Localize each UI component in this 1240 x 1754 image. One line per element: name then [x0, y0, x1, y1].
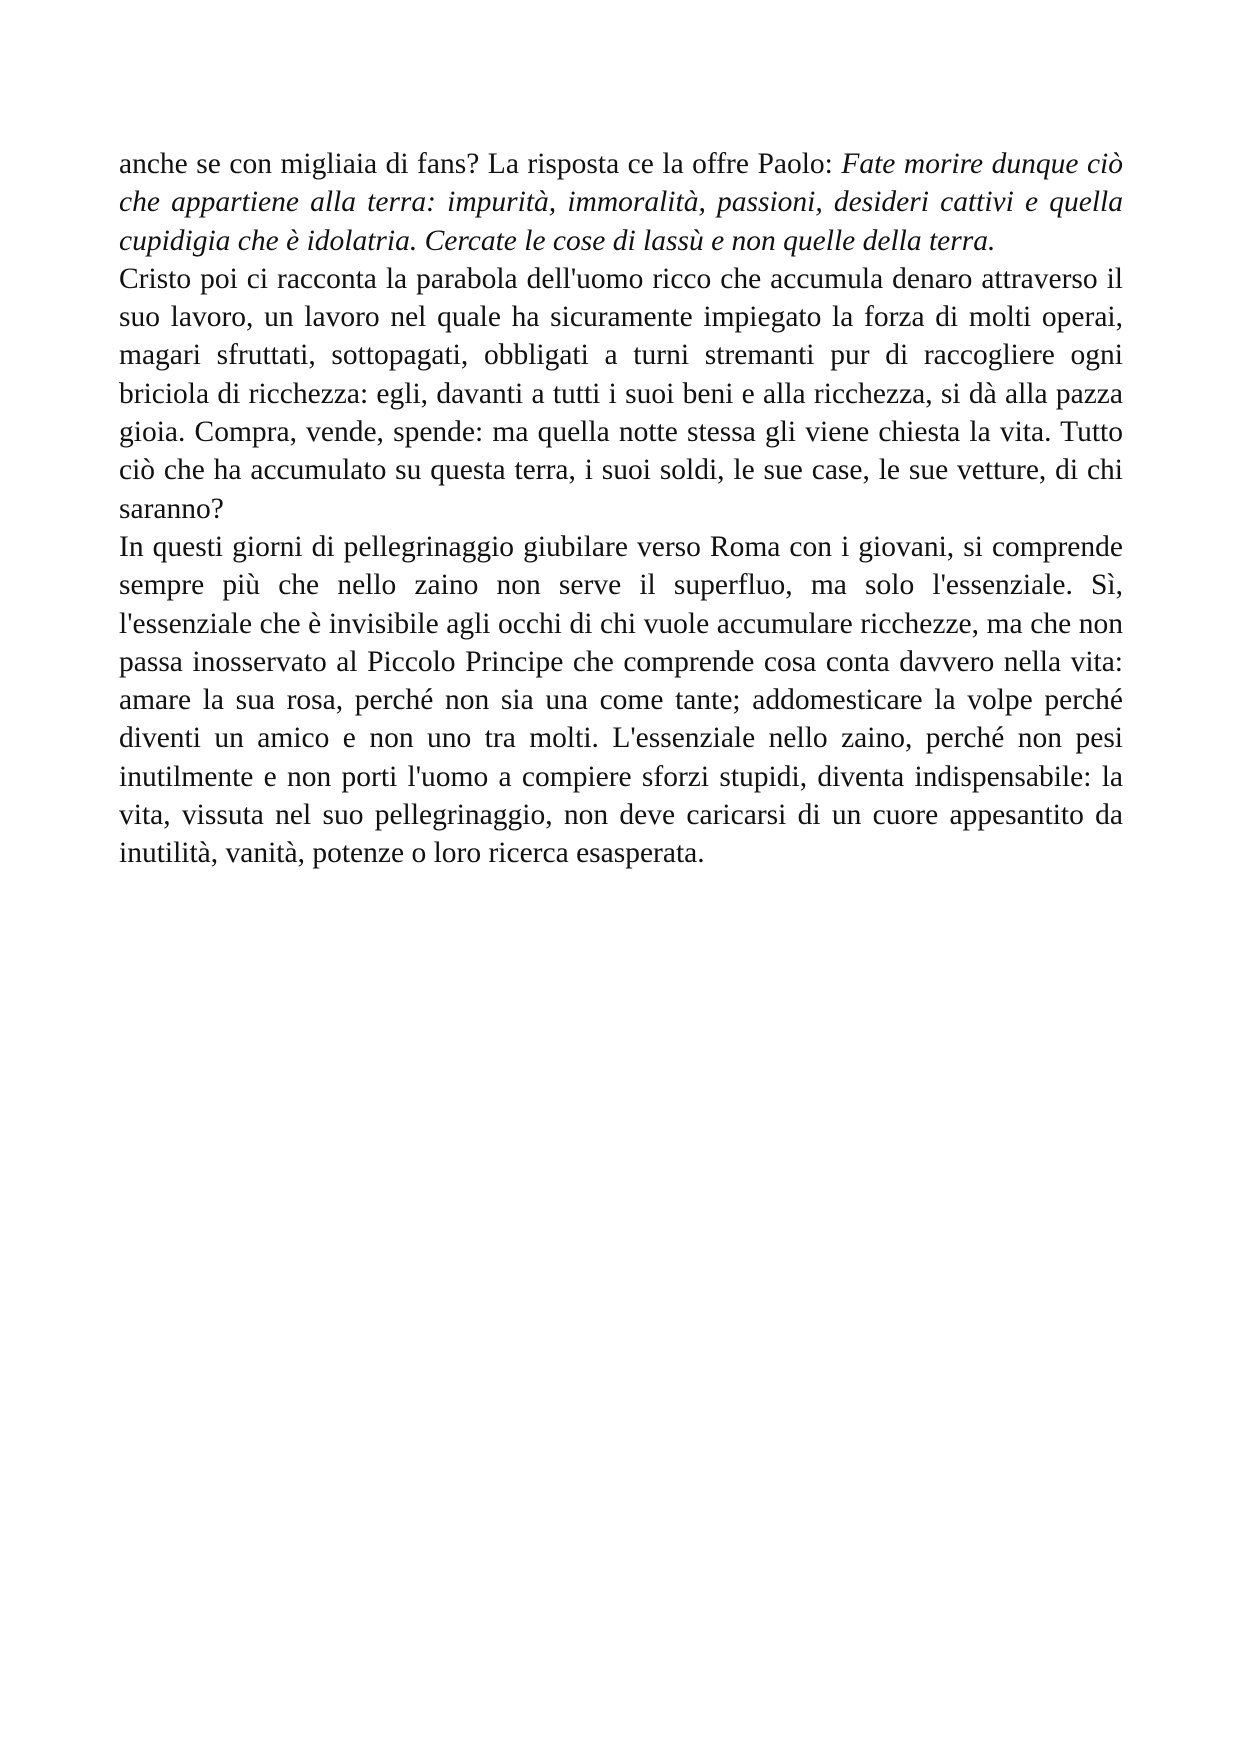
paragraph-rich-man-parable: Cristo poi ci racconta la parabola dell'uomo ricco che accumula denaro attraverso il suo lavoro, un lavoro nel quale ha sicuramente impiegato la forza di molti operai, magari sfruttati, sottopagati, obbligati a turni stremanti pur di raccogliere ogni briciola di ricchezza: egli, davanti a tutti i suoi beni e alla ricchezza, si dà alla pazza gioia. Compra, vende, spende: ma quella notte stessa gli viene chiesta la vita. Tutto ciò che ha accumulato su questa terra, i suoi soldi, le sue case, le sue vetture, di chi saranno? — [119, 262, 1123, 525]
body-text — [119, 145, 1123, 873]
paragraph-lead-text: anche se con migliaia di fans? La risposta ce la offre Paolo: — [119, 148, 842, 180]
paragraph-paolo-quote — [119, 145, 1123, 260]
scripture-quote: Fate morire dunque ciò che appartiene alla terra: impurità, immoralità, passioni, desideri cattivi e quella cupidigia che è idolatria. Cercate le cose di lassù e non quelle della terra. — [119, 148, 1123, 257]
paragraph-pilgrimage: In questi giorni di pellegrinaggio giubilare verso Roma con i giovani, si comprende sempre più che nello zaino non serve il superfluo, ma solo l'essenziale. Sì, l'essenziale che è invisibile agli occhi di chi vuole accumulare ricchezze, ma che non passa inosservato al Piccolo Principe che comprende cosa conta davvero nella vita: amare la sua rosa, perché non sia una come tante; addomesticare la volpe perché diventi un amico e non uno tra molti. L'essenziale nello zaino, perché non pesi inutilmente e non porti l'uomo a compiere sforzi stupidi, diventa indispensabile: la vita, vissuta nel suo pellegrinaggio, non deve caricarsi di un cuore appesantito da inutilità, vanità, potenze o loro ricerca esasperata. — [119, 530, 1123, 870]
